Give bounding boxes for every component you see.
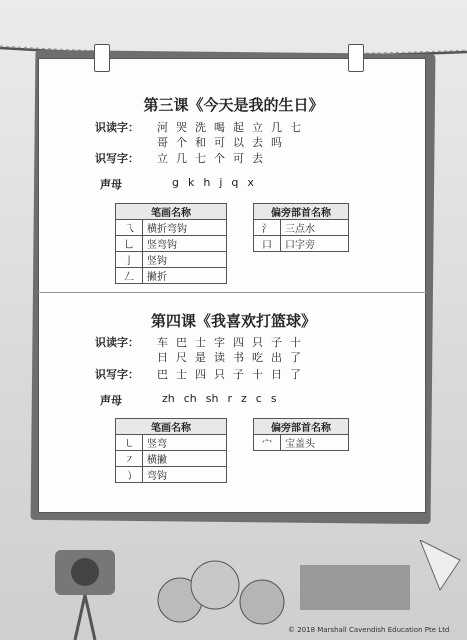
spotlight-icon — [420, 540, 460, 590]
read-char: 个 — [176, 136, 187, 149]
stroke-name: 横折弯钩 — [143, 220, 227, 236]
read-char: 十 — [290, 336, 301, 349]
lesson3-write-label: 识写字： — [95, 152, 139, 165]
initial: z — [241, 392, 247, 405]
child-face-icon — [240, 580, 284, 624]
read-char: 去 — [252, 136, 263, 149]
stroke-name: 竖弯钩 — [143, 236, 227, 252]
stroke-row — [116, 252, 227, 268]
stroke-row — [116, 220, 227, 236]
read-char: 字 — [214, 336, 225, 349]
clothespin-left — [94, 44, 110, 72]
stroke-symbol: 乁 — [116, 220, 143, 236]
write-char: 只 — [214, 368, 225, 381]
write-char: 个 — [214, 152, 225, 165]
write-char: 十 — [252, 368, 263, 381]
lesson3-title: 第三课《今天是我的生日》 — [143, 96, 324, 114]
stroke-name: 弯钩 — [143, 467, 227, 483]
initial: zh — [162, 392, 175, 405]
read-char: 书 — [233, 351, 244, 364]
write-char: 几 — [176, 152, 187, 165]
lesson4-title: 第四课《我喜欢打篮球》 — [150, 312, 316, 330]
stroke-row — [116, 236, 227, 252]
stroke-symbol: 𠃋 — [116, 268, 143, 284]
lesson3-initials — [172, 176, 263, 189]
lesson3-radicals-table — [253, 203, 349, 252]
lesson3-read-row2 — [153, 134, 286, 150]
read-char: 巴 — [176, 336, 187, 349]
radical-symbol: 宀 — [254, 435, 281, 451]
write-char: 可 — [233, 152, 244, 165]
lesson4-read-row2 — [153, 349, 305, 365]
crowd-icon — [300, 565, 410, 610]
stroke-symbol: ㇁ — [116, 467, 143, 483]
write-char: 立 — [157, 152, 168, 165]
lesson4-write-label: 识写字： — [95, 368, 139, 381]
radical-row — [254, 220, 349, 236]
read-char: 吃 — [252, 351, 263, 364]
lesson3-initials-label: 声母 — [100, 178, 122, 191]
initial: sh — [205, 392, 219, 405]
radicals-header: 偏旁部首名称 — [254, 419, 349, 435]
radical-name: 三点水 — [281, 220, 349, 236]
read-char: 尺 — [176, 351, 187, 364]
initial: q — [231, 176, 239, 189]
read-char: 日 — [157, 351, 168, 364]
stroke-row — [116, 435, 227, 451]
read-char: 洗 — [195, 121, 206, 134]
stroke-name: 竖钩 — [143, 252, 227, 268]
read-char: 哭 — [176, 121, 187, 134]
lesson4-strokes-table — [115, 418, 227, 483]
read-char: 几 — [271, 121, 282, 134]
initial: c — [255, 392, 262, 405]
radical-name: 口字旁 — [281, 236, 349, 252]
write-char: 日 — [271, 368, 282, 381]
write-char: 七 — [195, 152, 206, 165]
lesson4-write-row — [153, 366, 305, 382]
write-char: 去 — [252, 152, 263, 165]
stroke-name: 竖弯 — [143, 435, 227, 451]
read-char: 喝 — [214, 121, 225, 134]
read-char: 子 — [271, 336, 282, 349]
strokes-header: 笔画名称 — [116, 204, 227, 220]
write-char: 士 — [176, 368, 187, 381]
read-char: 出 — [271, 351, 282, 364]
lesson3-strokes-table — [115, 203, 227, 284]
section-divider — [38, 292, 426, 293]
write-char: 巴 — [157, 368, 168, 381]
write-char: 四 — [195, 368, 206, 381]
read-char: 只 — [252, 336, 263, 349]
radical-row — [254, 435, 349, 451]
initial: ch — [183, 392, 197, 405]
initial: j — [219, 176, 223, 189]
cartoon-scene — [0, 540, 467, 640]
initial: x — [247, 176, 254, 189]
clothespin-right — [348, 44, 364, 72]
stroke-symbol: ㇄ — [116, 435, 143, 451]
read-char: 了 — [290, 351, 301, 364]
read-char: 车 — [157, 336, 168, 349]
radical-row — [254, 236, 349, 252]
radical-symbol: 氵 — [254, 220, 281, 236]
stroke-name: 横撇 — [143, 451, 227, 467]
initial: g — [172, 176, 179, 189]
lesson4-initials — [162, 392, 286, 405]
read-char: 四 — [233, 336, 244, 349]
read-char: 哥 — [157, 136, 168, 149]
read-char: 立 — [252, 121, 263, 134]
read-char: 吗 — [271, 136, 282, 149]
strokes-header: 笔画名称 — [116, 419, 227, 435]
stroke-row — [116, 268, 227, 284]
lesson4-read-row1 — [153, 334, 305, 350]
read-char: 可 — [214, 136, 225, 149]
initial: h — [203, 176, 211, 189]
stroke-row — [116, 451, 227, 467]
read-char: 七 — [290, 121, 301, 134]
initial: k — [187, 176, 195, 189]
read-char: 是 — [195, 351, 206, 364]
lesson4-radicals-table — [253, 418, 349, 451]
radical-name: 宝盖头 — [281, 435, 349, 451]
child-face-icon — [191, 561, 239, 609]
stroke-name: 撇折 — [143, 268, 227, 284]
initial: s — [270, 392, 277, 405]
read-char: 士 — [195, 336, 206, 349]
write-char: 子 — [233, 368, 244, 381]
lesson4-read-label: 识读字： — [95, 336, 139, 349]
copyright-text: © 2018 Marshall Cavendish Education Pte Ltd — [288, 626, 450, 634]
read-char: 和 — [195, 136, 206, 149]
stroke-row — [116, 467, 227, 483]
lesson4-initials-label: 声母 — [100, 394, 122, 407]
read-char: 河 — [157, 121, 168, 134]
stroke-symbol: 乚 — [116, 236, 143, 252]
lesson3-write-row — [153, 150, 267, 166]
stroke-symbol: ㇇ — [116, 451, 143, 467]
initial: r — [227, 392, 233, 405]
radicals-header: 偏旁部首名称 — [254, 204, 349, 220]
radical-symbol: 口 — [254, 236, 281, 252]
read-char: 以 — [233, 136, 244, 149]
stroke-symbol: 亅 — [116, 252, 143, 268]
read-char: 读 — [214, 351, 225, 364]
lesson3-read-row1 — [153, 119, 305, 135]
read-char: 起 — [233, 121, 244, 134]
write-char: 了 — [290, 368, 301, 381]
lesson3-read-label: 识读字： — [95, 121, 139, 134]
